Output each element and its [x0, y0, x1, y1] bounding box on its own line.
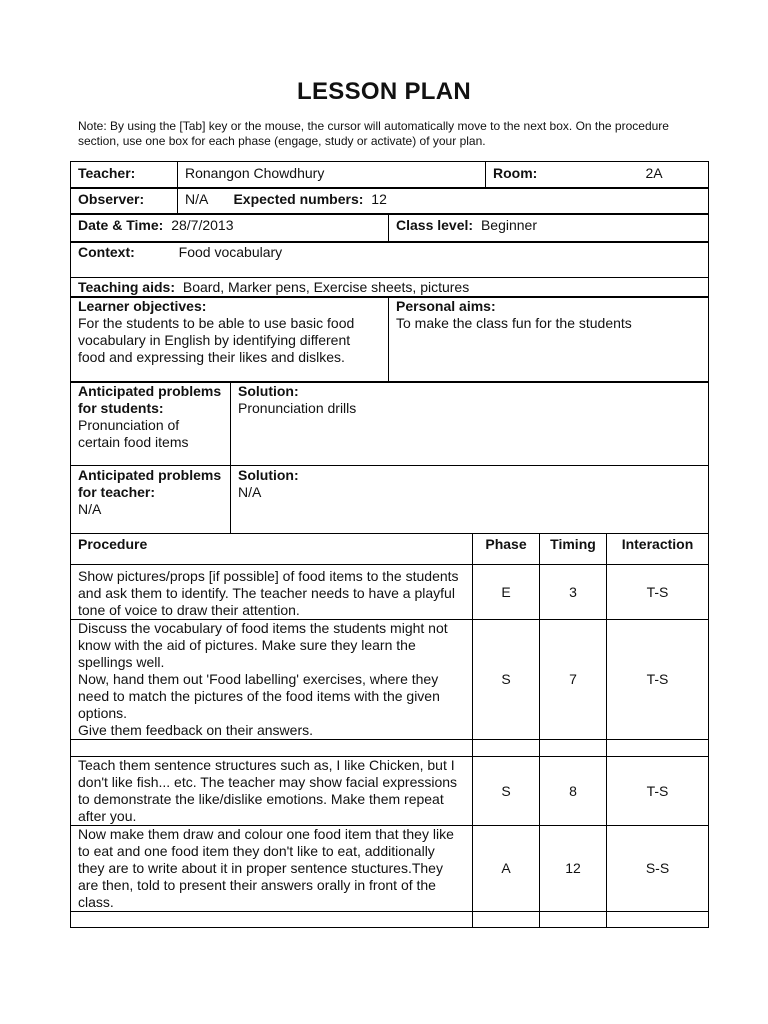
interaction-cell[interactable]: T-S	[607, 757, 709, 826]
observer-label: Observer:	[71, 188, 178, 215]
teacher-solution-cell[interactable]	[231, 466, 709, 534]
table-row	[71, 740, 709, 757]
teacher-solution-value: N/A	[238, 484, 262, 500]
room-cell[interactable]	[486, 162, 709, 189]
interaction-cell[interactable]	[607, 740, 709, 757]
date-cell[interactable]	[71, 214, 389, 243]
aids-cell[interactable]	[71, 278, 709, 298]
procedure-step-1[interactable]: Show pictures/props [if possible] of food items to the students and ask them to identify. The teacher needs to have a playful tone of voice to draw their attention.	[71, 565, 473, 620]
learner-objectives-label: Learner objectives:	[78, 298, 207, 314]
instruction-note: Note: By using the [Tab] key or the mouse, the cursor will automatically move to the next box. On the procedure section, use one box for each phase (engage, study or activate) of your plan.	[78, 119, 669, 148]
table-row	[71, 620, 709, 740]
phase-cell[interactable]: S	[473, 620, 540, 740]
level-cell[interactable]	[389, 214, 709, 243]
aids-value: Board, Marker pens, Exercise sheets, pictures	[182, 279, 470, 295]
context-table	[70, 241, 709, 298]
timing-header: Timing	[540, 534, 607, 565]
teacher-problems-value: N/A	[78, 501, 102, 517]
level-value: Beginner	[480, 217, 537, 233]
procedure-step-4[interactable]: Teach them sentence structures such as, I like Chicken, but I don't like fish... etc. The teacher may show facial expressions to demonstrate the like/dislike emotions. Make them repeat after you.	[71, 757, 473, 826]
phase-cell[interactable]: S	[473, 757, 540, 826]
interaction-cell[interactable]	[607, 912, 709, 928]
observer-cell[interactable]	[178, 188, 709, 215]
procedure-step-6[interactable]	[71, 912, 473, 928]
personal-aims-label: Personal aims:	[396, 298, 496, 314]
teacher-label: Teacher:	[71, 162, 178, 189]
table-row	[71, 826, 709, 912]
context-value: Food vocabulary	[178, 244, 283, 260]
student-solution-label: Solution:	[238, 383, 299, 399]
phase-cell[interactable]	[473, 740, 540, 757]
observer-value: N/A	[185, 191, 208, 207]
learner-objectives-cell[interactable]	[71, 297, 389, 383]
context-cell[interactable]	[71, 242, 709, 278]
timing-cell[interactable]: 8	[540, 757, 607, 826]
timing-cell[interactable]	[540, 740, 607, 757]
timing-cell[interactable]: 7	[540, 620, 607, 740]
level-label: Class level:	[396, 217, 474, 233]
teacher-solution-label: Solution:	[238, 467, 299, 483]
phase-cell[interactable]	[473, 912, 540, 928]
teacher-value[interactable]: Ronangon Chowdhury	[178, 162, 486, 189]
context-label: Context:	[78, 244, 135, 260]
procedure-step-3[interactable]	[71, 740, 473, 757]
problems-table	[70, 381, 709, 534]
interaction-cell[interactable]: T-S	[607, 565, 709, 620]
student-solution-cell[interactable]	[231, 382, 709, 466]
timing-cell[interactable]: 3	[540, 565, 607, 620]
room-value: 2A	[645, 165, 663, 181]
observer-table	[70, 187, 709, 215]
expected-label: Expected numbers:	[233, 191, 364, 207]
teacher-problems-cell[interactable]	[71, 466, 231, 534]
phase-cell[interactable]: E	[473, 565, 540, 620]
procedure-step-5[interactable]: Now make them draw and colour one food item that they like to eat and one food item they don't like to eat, additionally they are to write about it in proper sentence stuctures.They are then, told to present their answers orally in front of the class.	[71, 826, 473, 912]
objectives-table	[70, 296, 709, 383]
date-table	[70, 213, 709, 243]
room-label: Room:	[493, 165, 538, 181]
personal-aims-value: To make the class fun for the students	[396, 315, 632, 331]
phase-cell[interactable]: A	[473, 826, 540, 912]
interaction-header: Interaction	[607, 534, 709, 565]
table-row	[71, 757, 709, 826]
expected-value: 12	[371, 191, 387, 207]
interaction-cell[interactable]: S-S	[607, 826, 709, 912]
aids-label: Teaching aids:	[78, 279, 175, 295]
header-table	[70, 161, 709, 189]
datetime-value: 28/7/2013	[171, 217, 234, 233]
timing-cell[interactable]	[540, 912, 607, 928]
interaction-cell[interactable]: T-S	[607, 620, 709, 740]
student-solution-value: Pronunciation drills	[238, 400, 357, 416]
student-problems-value: Pronunciation of certain food items	[78, 417, 189, 450]
table-row	[71, 912, 709, 928]
student-problems-cell[interactable]	[71, 382, 231, 466]
learner-objectives-value: For the students to be able to use basic food vocabulary in English by identifying different food and expressing their likes and dislkes.	[78, 315, 355, 365]
phase-header: Phase	[473, 534, 540, 565]
procedure-table	[70, 533, 709, 928]
student-problems-label: Anticipated problems for students:	[78, 383, 222, 416]
procedure-header: Procedure	[71, 534, 473, 565]
page-title: LESSON PLAN	[297, 78, 471, 105]
procedure-step-2[interactable]: Discuss the vocabulary of food items the students might not know with the aid of pictures. Make sure they learn the spellings well. Now, hand them out 'Food labelling' exercises, where they need to match the pictures of the food items with the given options. Give them feedback on their answers.	[71, 620, 473, 740]
datetime-label: Date & Time:	[78, 217, 164, 233]
timing-cell[interactable]: 12	[540, 826, 607, 912]
table-row	[71, 565, 709, 620]
personal-aims-cell[interactable]	[389, 297, 709, 383]
teacher-problems-label: Anticipated problems for teacher:	[78, 467, 222, 500]
